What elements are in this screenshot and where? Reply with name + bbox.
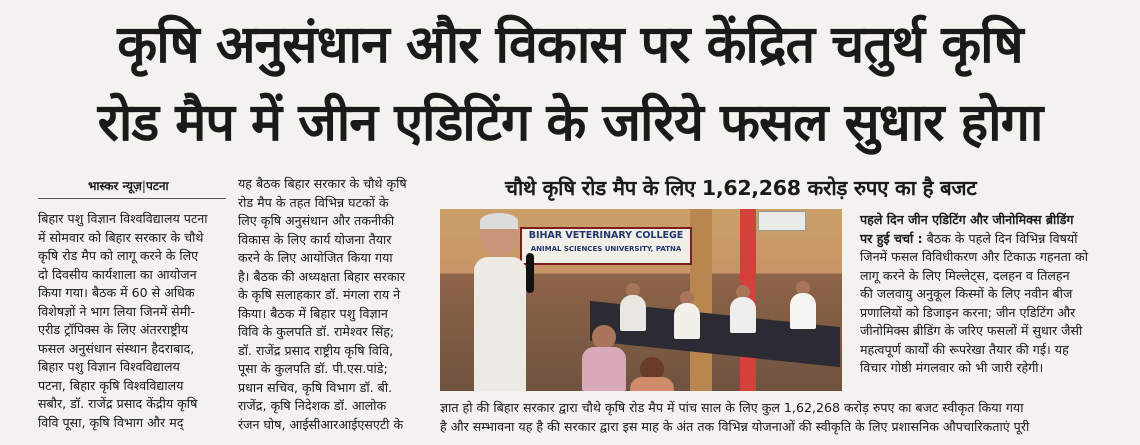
article-column-1 — [38, 210, 226, 432]
column-lead: पहले दिन जीन एडिटिंग और जीनोमिक्स ब्रीडिंग — [860, 212, 1074, 227]
column-line: सबौर, डॉ. राजेंद्र प्रसाद केंद्रीय कृषि — [38, 396, 198, 411]
column-line: यह बैठक बिहार सरकार के चौथे कृषि — [238, 176, 407, 191]
column-line: के कृषि सलाहकार डॉ. मंगला राय ने — [238, 287, 401, 302]
column-line: की जलवायु अनुकूल किस्मों के लिए नवीन बीज — [860, 286, 1073, 301]
column-line: फसल अनुसंधान संस्थान हैदराबाद, — [38, 340, 195, 356]
college-banner — [520, 227, 692, 265]
section-subheading: चौथे कृषि रोड मैप के लिए 1,62,268 करोड़ रुपए का है बजट — [505, 176, 977, 200]
byline-city: पटना — [145, 179, 169, 193]
column-line: लागू करने के लिए मिल्लेट्स, दलहन व तिलहन — [860, 267, 1070, 283]
byline-separator: | — [141, 179, 146, 193]
column-line: बिहार पशु विज्ञान विश्वविद्यालय पटना — [38, 211, 208, 226]
byline-rule — [38, 198, 226, 199]
attendee-head — [592, 325, 616, 349]
column-line: राजेंद्र, कृषि निदेशक डॉ. आलोक — [238, 398, 387, 413]
attendee — [730, 297, 756, 333]
column-line: एरीड ट्रॉपिक्स के लिए अंतरराष्ट्रीय — [38, 322, 189, 337]
attendee — [582, 347, 626, 391]
column-line: विकास के लिए कार्य योजना तैयार — [238, 231, 392, 247]
banner-line-2: ANIMAL SCIENCES UNIVERSITY, PATNA — [530, 245, 682, 253]
column-line: विशेषज्ञों ने भाग लिया जिनमें सेमी- — [38, 303, 195, 319]
byline — [88, 177, 169, 194]
attendee — [630, 377, 674, 391]
column-line: करने के लिए आयोजित किया गया — [238, 250, 393, 265]
column-line — [860, 230, 1122, 249]
column-line: रंजन घोष, आईसीआरआईएसएटी के — [238, 416, 404, 432]
column-line: दो दिवसीय कार्यशाला का आयोजन — [38, 266, 197, 282]
column-line: विवि पूसा, कृषि विभाग और मद् — [38, 414, 184, 430]
bottom-line: ज्ञात हो की बिहार सरकार द्वारा चौथे कृषि रोड मैप में पांच साल के लिए कुल 1,62,268 करोड़ रुपए का बजट स्वीकृत किया गया — [440, 400, 1024, 415]
column-lead: पर हुई चर्चा : — [860, 230, 923, 246]
column-line: महत्वपूर्ण कार्यों की रूपरेखा तैयार की गई। यह — [860, 341, 1069, 357]
column-line: जीनोमिक्स ब्रीडिंग के जरिए फसलों में सुधार जैसी — [860, 323, 1083, 338]
column-line: प्रधान सचिव, कृषि विभाग डॉ. बी. — [238, 379, 393, 395]
attendee — [674, 303, 700, 339]
headline-line-1: कृषि अनुसंधान और विकास पर केंद्रित चतुर्थ कृषि — [117, 15, 1023, 75]
column-line: रोड मैप के तहत विभिन्न घटकों के — [238, 194, 389, 210]
news-photo — [440, 209, 842, 391]
headline-line-2: रोड मैप में जीन एडिटिंग के जरिये फसल सुधार होगा — [97, 93, 1043, 153]
column-line: बिहार पशु विज्ञान विश्वविद्यालय — [38, 359, 180, 374]
column-lead-tail: बैठक के पहले दिन विभिन्न विषयों — [922, 230, 1078, 246]
column-line: लिए कृषि अनुसंधान और तकनीकी — [238, 213, 395, 228]
speaker — [474, 257, 526, 391]
column-line: किया गया। बैठक में 60 से अधिक — [38, 285, 195, 300]
byline-source: भास्कर न्यूज़ — [88, 179, 142, 193]
column-line: विवि के कुलपति डॉ. रामेश्वर सिंह; — [238, 324, 395, 339]
microphone — [526, 253, 534, 293]
column-line: पटना, बिहार कृषि विश्वविद्यालय — [38, 377, 184, 393]
article-column-3 — [860, 211, 1122, 378]
column-line: जिनमें फसल विविधीकरण और टिकाऊ गहनता को — [860, 249, 1088, 264]
column-line: पूसा के कुलपति डॉ. पी.एस.पांडे; — [238, 361, 388, 376]
column-line: है। बैठक की अध्यक्षता बिहार सरकार — [238, 268, 406, 284]
article-column-2 — [238, 175, 434, 434]
speaker-hair — [480, 213, 518, 229]
column-line: किया। बैठक में बिहार पशु विज्ञान — [238, 305, 388, 321]
column-line: में सोमवार को बिहार सरकार के चौथे — [38, 229, 204, 245]
column-line: कृषि रोड मैप को लागू करने के लिए — [38, 248, 199, 263]
bottom-paragraph — [440, 399, 1130, 436]
attendee — [790, 293, 816, 329]
column-line: विचार गोष्ठी मंगलवार को भी जारी रहेगी। — [860, 360, 1044, 375]
column-line: प्रणालियों को डिजाइन करना; जीन एडिटिंग और — [860, 304, 1076, 320]
banner-line-1: BIHAR VETERINARY COLLEGE — [528, 230, 684, 241]
air-conditioner — [758, 211, 806, 231]
bottom-line: है और सम्भावना यह है की सरकार द्वारा इस माह के अंत तक विभिन्न योजनाओं की स्वीकृति के लिए प्रशासनिक औपचारिकताएं पूरी — [440, 418, 1030, 434]
column-line: डॉ. राजेंद्र प्रसाद राष्ट्रीय कृषि विवि, — [238, 342, 394, 358]
attendee — [620, 295, 646, 331]
